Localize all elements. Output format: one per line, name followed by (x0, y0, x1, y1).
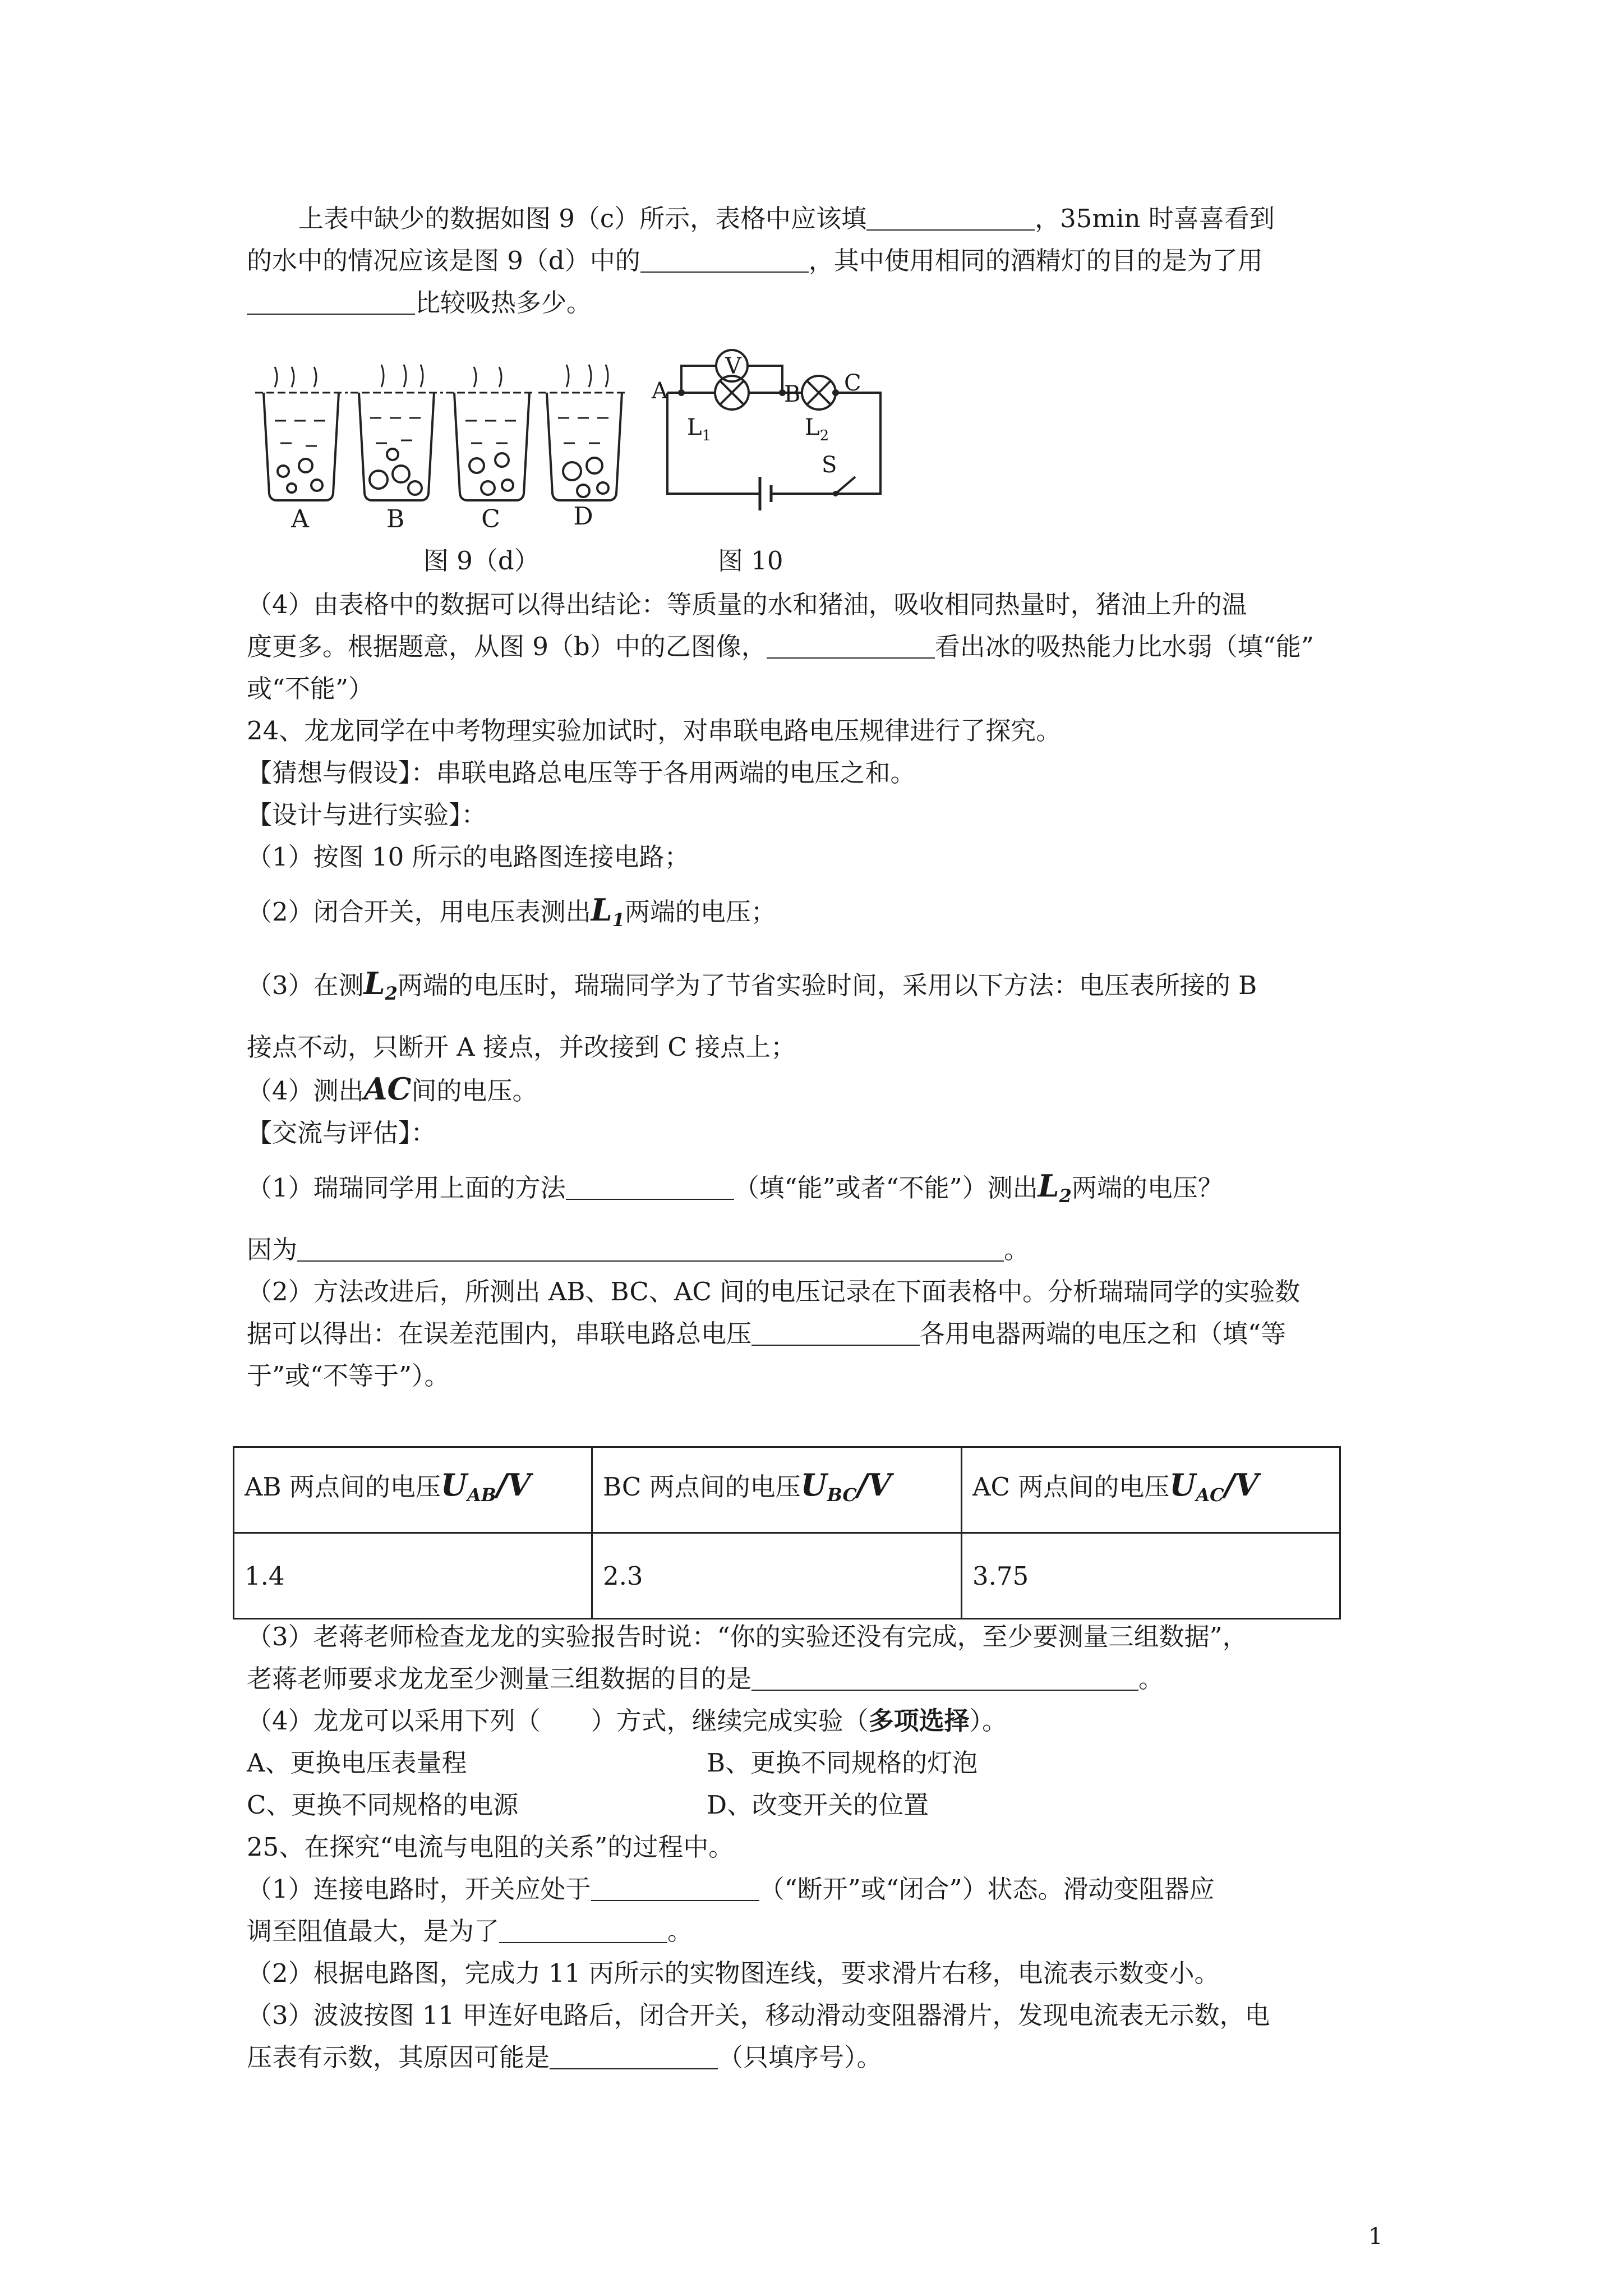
q24-step: （3）在测$L_2$两端的电压时，瑞瑞同学为了节省实验时间，采用以下方法：电压表所接的 B (247, 965, 1257, 1004)
q4-line: 或“不能”） (247, 674, 374, 703)
beaker-label-d: D (573, 502, 593, 531)
node-a-label: A (652, 378, 668, 404)
intro-text: 比较吸热多少。 (415, 288, 592, 318)
main-text-lower (247, 1616, 1391, 2078)
q25-part: （3）波波按图 11 甲连好电路后，闭合开关，移动滑动变阻器滑片，发现电流表无示数，电 (247, 2000, 1270, 2030)
q24-step: （4）测出AC间的电压。 (247, 1071, 538, 1107)
intro-text: ，其中使用相同的酒精灯的目的是为了用 (808, 246, 1263, 275)
table-cell: 1.4 (234, 1533, 592, 1619)
options-row (247, 1742, 1391, 1784)
answer-blank[interactable] (591, 1872, 759, 1901)
answer-blank[interactable] (640, 243, 809, 273)
answer-blank[interactable] (247, 286, 415, 315)
option-b[interactable]: B、更换不同规格的灯泡 (707, 1748, 978, 1778)
switch-label: S (822, 452, 837, 478)
q25-part: （2）根据电路图，完成力 11 丙所示的实物图连线，要求滑片右移，电流表示数变小。 (247, 1958, 1220, 1988)
beaker-label-a: A (291, 505, 309, 533)
figure-10-circuit (645, 342, 903, 527)
q4-line: （4）由表格中的数据可以得出结论：等质量的水和猪油，吸收相同热量时，猪油上升的温 (247, 590, 1247, 619)
main-text (247, 583, 1391, 1397)
intro-text: 的水中的情况应该是图 9（d）中的 (247, 246, 640, 275)
q24-step: （1）按图 10 所示的电路图连接电路； (247, 842, 690, 872)
option-a[interactable]: A、更换电压表量程 (247, 1748, 467, 1778)
q24-eval-heading: 【交流与评估】： (247, 1118, 436, 1148)
q24-eval: （3）老蒋老师检查龙龙的实验报告时说：“你的实验还没有完成，至少要测量三组数据”， (247, 1622, 1248, 1651)
answer-blank[interactable] (566, 1171, 734, 1200)
beaker-label-c: C (481, 505, 500, 533)
q25-part: 压表有示数，其原因可能是 （只填序号）。 (247, 2036, 1391, 2078)
q24-eval: 据可以得出：在误差范围内，串联电路总电压 各用电器两端的电压之和（填“等 (247, 1313, 1391, 1355)
answer-blank[interactable] (866, 201, 1035, 231)
voltmeter-label: V (725, 353, 741, 379)
q24-eval: （1）瑞瑞同学用上面的方法 （填“能”或者“不能”）测出$L_2$两端的电压？ (247, 1168, 1223, 1207)
intro-text: ，35min 时喜喜看到 (1035, 204, 1275, 233)
figure-9d-beakers (252, 353, 645, 533)
q24-step: （2）闭合开关，用电压表测出$L_1$两端的电压； (247, 892, 776, 931)
options-row (247, 1784, 1391, 1826)
q24-hypothesis: 【猜想与假设】：串联电路总电压等于各用两端的电压之和。 (247, 758, 916, 788)
q24-eval: （4）龙龙可以采用下列（ ）方式，继续完成实验（多项选择）。 (247, 1706, 1008, 1736)
table-cell: 3.75 (962, 1533, 1340, 1619)
lamp-l1-label: $L_1$ (687, 415, 712, 444)
answer-blank[interactable] (499, 1914, 667, 1943)
node-c-label: C (844, 370, 861, 396)
option-d[interactable]: D、改变开关的位置 (707, 1790, 929, 1820)
q24-step: 接点不动，只断开 A 接点，并改接到 C 接点上； (247, 1032, 796, 1062)
q24-design-heading: 【设计与进行实验】： (247, 800, 487, 830)
q24-eval: 因为 。 (247, 1228, 1391, 1271)
page-number: 1 (1368, 2224, 1383, 2249)
lamp-l2-label: $L_2$ (805, 415, 829, 444)
table-header-cell: AB 两点间的电压$U_{AB}/V$ (234, 1447, 592, 1533)
intro-text: 上表中缺少的数据如图 9（c）所示，表格中应该填 (298, 204, 867, 233)
q25-part: 调至阻值最大，是为了 。 (247, 1910, 1391, 1952)
table-cell: 2.3 (592, 1533, 962, 1619)
voltage-table (233, 1446, 1341, 1619)
q24-eval: （2）方法改进后，所测出 AB、BC、AC 间的电压记录在下面表格中。分析瑞瑞同学的实验数 (247, 1277, 1301, 1306)
answer-blank[interactable] (751, 1662, 1138, 1691)
node-b-label: B (784, 381, 801, 407)
q24-title: 24、龙龙同学在中考物理实验加试时，对串联电路电压规律进行了探究。 (247, 716, 1062, 746)
table-row (234, 1533, 1340, 1619)
q25-title: 25、在探究“电流与电阻的关系”的过程中。 (247, 1832, 734, 1862)
beaker-label-b: B (386, 505, 405, 533)
table-header-row (234, 1447, 1340, 1533)
option-c[interactable]: C、更换不同规格的电源 (247, 1790, 519, 1820)
table-header-cell: BC 两点间的电压$U_{BC}/V$ (592, 1447, 962, 1533)
answer-blank[interactable] (550, 2040, 718, 2069)
q24-eval: 老蒋老师要求龙龙至少测量三组数据的目的是 。 (247, 1658, 1391, 1700)
q4-line: 度更多。根据题意，从图 9（b）中的乙图像， 看出冰的吸热能力比水弱（填“能” (247, 625, 1391, 668)
q25-part: （1）连接电路时，开关应处于 （“断开”或“闭合”）状态。滑动变阻器应 (247, 1868, 1391, 1910)
answer-blank[interactable] (751, 1317, 920, 1346)
intro-paragraph (247, 197, 1391, 324)
q24-eval: 于”或“不等于”）。 (247, 1361, 450, 1391)
answer-blank[interactable] (767, 629, 935, 659)
table-header-cell: AC 两点间的电压$U_{AC}/V$ (962, 1447, 1340, 1533)
answer-blank[interactable] (297, 1232, 1004, 1262)
caption-figure-10: 图 10 (718, 546, 783, 576)
caption-figure-9d: 图 9（d） (423, 546, 540, 576)
